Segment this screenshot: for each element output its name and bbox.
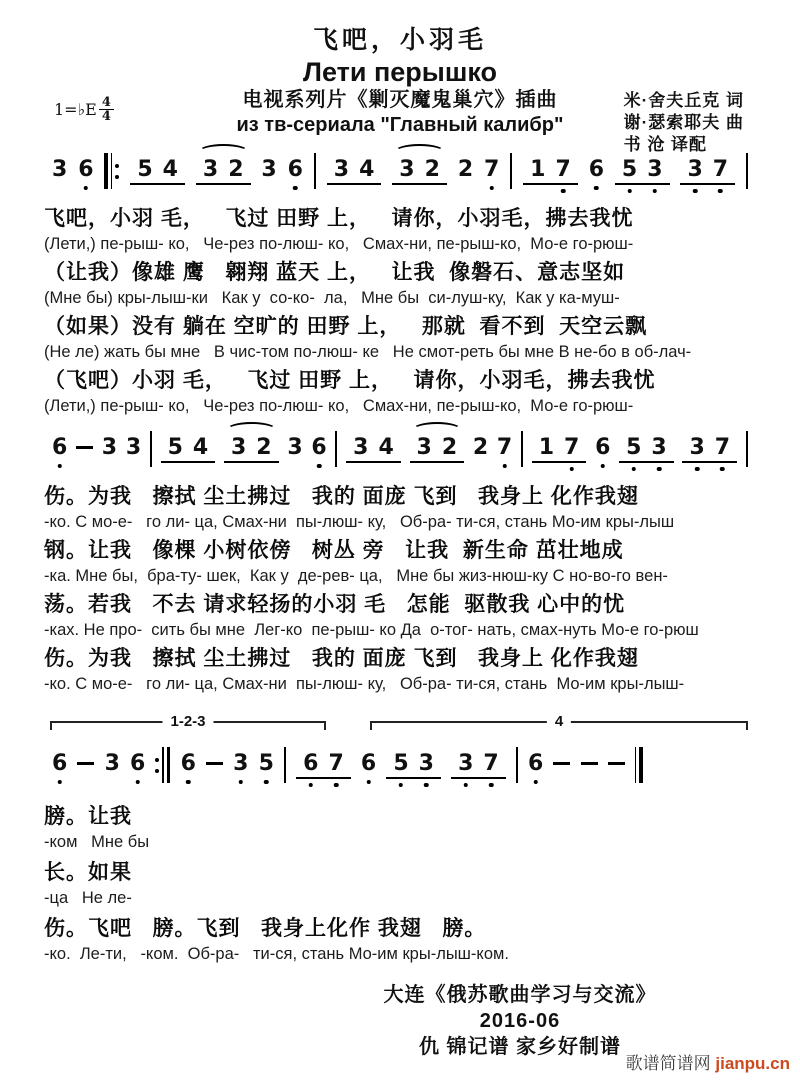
note-digit: 4 bbox=[192, 435, 209, 460]
repeat-dot bbox=[115, 164, 119, 168]
jianpu-note bbox=[287, 435, 302, 461]
lyric-row-cn: 膀。让我 bbox=[44, 805, 132, 828]
barline-thin bbox=[111, 153, 113, 189]
octave-dot bbox=[653, 189, 658, 194]
jianpu-note bbox=[393, 751, 408, 777]
watermark-site-url[interactable]: jianpu.cn bbox=[715, 1054, 790, 1073]
jianpu-note bbox=[497, 435, 512, 461]
note-digit: 3 bbox=[125, 435, 142, 460]
page-title: 飞吧，小羽毛 bbox=[312, 26, 487, 54]
octave-dot bbox=[317, 464, 322, 469]
note-digit: 5 bbox=[393, 751, 409, 776]
jianpu-note bbox=[589, 157, 604, 183]
repeat-start-barline bbox=[104, 153, 119, 189]
jianpu-note bbox=[261, 157, 276, 183]
note-digit: 3 bbox=[287, 435, 303, 460]
note-digit: 2 bbox=[256, 435, 272, 460]
jianpu-note bbox=[651, 435, 666, 461]
note-digit: 3 bbox=[689, 435, 705, 460]
footer-transcribers: 仇 锦记谱 家乡好制谱 bbox=[418, 1036, 622, 1058]
jianpu-note bbox=[52, 751, 67, 777]
jianpu-note bbox=[687, 157, 702, 183]
jianpu-note bbox=[484, 157, 499, 183]
time-signature-numerator: 4 bbox=[99, 96, 114, 110]
jianpu-note bbox=[425, 157, 440, 183]
repeat-dot bbox=[155, 758, 159, 762]
beam-group bbox=[161, 435, 216, 463]
jianpu-note bbox=[595, 435, 610, 461]
note-digit: 6 bbox=[287, 157, 303, 182]
lyric-row-cn: 长。如果 bbox=[44, 861, 132, 884]
dash-note bbox=[553, 762, 570, 765]
dash-note bbox=[77, 762, 94, 765]
time-signature bbox=[99, 96, 114, 123]
jianpu-note bbox=[458, 751, 473, 777]
lyric-row-cn: 钢。让我 像棵 小树依傍 树丛 旁 让我 新生命 茁壮地成 bbox=[44, 539, 624, 562]
beam-group bbox=[224, 435, 279, 463]
note-digit: 6 bbox=[527, 751, 544, 776]
octave-dot bbox=[600, 464, 605, 469]
jianpu-note bbox=[442, 435, 457, 461]
octave-dot bbox=[309, 783, 314, 788]
lyrics-block-1 bbox=[0, 203, 800, 419]
barline bbox=[746, 431, 748, 467]
jianpu-note bbox=[231, 435, 246, 461]
note-digit: 3 bbox=[418, 751, 434, 776]
music-line-2 bbox=[0, 421, 800, 481]
note-digit: 6 bbox=[360, 751, 377, 776]
jianpu-note bbox=[483, 751, 498, 777]
octave-dot bbox=[695, 467, 700, 472]
jianpu-note bbox=[163, 157, 178, 183]
volta-label: 1-2-3 bbox=[162, 713, 213, 730]
jianpu-note bbox=[130, 751, 145, 777]
volta-label: 4 bbox=[547, 713, 571, 730]
note-digit: 2 bbox=[472, 435, 489, 460]
note-digit: 7 bbox=[496, 435, 513, 460]
music-line-3-wrap bbox=[0, 713, 800, 797]
watermark-site-name: 歌谱简谱网 bbox=[625, 1054, 711, 1073]
octave-dot bbox=[135, 780, 140, 785]
note-digit: 6 bbox=[52, 435, 68, 460]
beam-group bbox=[682, 435, 737, 463]
octave-dot bbox=[57, 780, 62, 785]
octave-dot bbox=[502, 464, 507, 469]
note-digit: 3 bbox=[333, 157, 350, 182]
octave-dot bbox=[561, 189, 566, 194]
barline bbox=[284, 747, 286, 783]
octave-dot bbox=[693, 189, 698, 194]
jianpu-note bbox=[52, 157, 67, 183]
jianpu-note bbox=[259, 751, 274, 777]
note-digit: 3 bbox=[101, 435, 118, 460]
octave-dot bbox=[399, 783, 404, 788]
note-digit: 2 bbox=[424, 157, 440, 182]
lyricist-credit: 米·舍夫丘克 词 bbox=[623, 91, 744, 110]
note-digit: 6 bbox=[303, 751, 319, 776]
barline bbox=[746, 153, 748, 189]
note-digit: 4 bbox=[378, 435, 394, 460]
note-digit: 7 bbox=[328, 751, 344, 776]
lyric-row-cn: （如果）没有 躺在 空旷的 田野 上， 那就 看不到 天空云飘 bbox=[44, 315, 648, 338]
jianpu-note bbox=[168, 435, 183, 461]
jianpu-note bbox=[334, 157, 349, 183]
barline-thick bbox=[639, 747, 643, 783]
beam-group bbox=[386, 751, 441, 779]
lyrics-block-2 bbox=[0, 481, 800, 697]
repeat-end-barline bbox=[155, 747, 170, 783]
beam-group bbox=[196, 157, 251, 185]
octave-dot bbox=[57, 464, 62, 469]
barline bbox=[521, 431, 523, 467]
lyric-row-ru: (Лети,) пе-рыш- ко, Че-рез по-люш- ко, Смах-ни, пе-рыш-ко, Мо-е го-рюш- bbox=[44, 235, 634, 253]
beam-group bbox=[532, 435, 587, 463]
dash-note bbox=[608, 762, 625, 765]
note-digit: 1 bbox=[538, 435, 555, 460]
jianpu-note bbox=[473, 435, 488, 461]
note-digit: 4 bbox=[162, 157, 178, 182]
watermark bbox=[626, 1049, 790, 1074]
octave-dot bbox=[657, 467, 662, 472]
jianpu-note bbox=[137, 157, 152, 183]
note-digit: 3 bbox=[104, 751, 120, 776]
footer-date: 2016-06 bbox=[479, 1010, 561, 1032]
barline-thick bbox=[167, 747, 171, 783]
octave-dot bbox=[239, 780, 244, 785]
note-digit: 6 bbox=[180, 751, 196, 776]
note-digit: 6 bbox=[588, 157, 604, 182]
note-digit: 7 bbox=[714, 435, 731, 460]
note-digit: 2 bbox=[441, 435, 458, 460]
repeat-dots bbox=[155, 747, 159, 783]
repeat-dot bbox=[155, 769, 159, 773]
octave-dot bbox=[489, 783, 494, 788]
octave-dot bbox=[627, 189, 632, 194]
note-digit: 2 bbox=[228, 157, 244, 182]
repeat-dots bbox=[115, 153, 119, 189]
lyric-row-ru: -ком Мне бы bbox=[44, 833, 150, 851]
lyrics-block-3 bbox=[0, 797, 800, 966]
dash-note bbox=[581, 762, 598, 765]
beam-group bbox=[296, 751, 351, 779]
jianpu-note bbox=[689, 435, 704, 461]
lyric-row-ru: (Лети,) пе-рыш- ко, Че-рез по-люш- ко, Смах-ни, пе-рыш-ко, Мо-е го-рюш- bbox=[44, 397, 634, 415]
note-digit: 3 bbox=[458, 751, 474, 776]
lyric-row-cn: 飞吧，小羽 毛， 飞过 田野 上， 请你，小羽毛，拂去我忧 bbox=[44, 207, 634, 230]
note-digit: 7 bbox=[564, 435, 580, 460]
octave-dot bbox=[720, 467, 725, 472]
note-digit: 5 bbox=[258, 751, 274, 776]
octave-dot bbox=[293, 186, 298, 191]
note-digit: 3 bbox=[399, 157, 415, 182]
note-digit: 7 bbox=[483, 751, 499, 776]
jianpu-note bbox=[181, 751, 196, 777]
note-digit: 3 bbox=[52, 157, 68, 182]
barline-thin bbox=[635, 747, 637, 783]
translator-credit: 书 沧 译配 bbox=[623, 135, 708, 154]
time-signature-denominator: 4 bbox=[101, 109, 111, 124]
barline bbox=[335, 431, 337, 467]
lyric-row-ru: -ка. Мне бы, бра-ту- шек, Как у де-рев- ца, Мне бы жиз-нюш-ку С но-во-го вен- bbox=[44, 567, 668, 585]
octave-dot bbox=[489, 186, 494, 191]
beam-group bbox=[451, 751, 506, 779]
volta-bracket-123 bbox=[50, 713, 326, 732]
note-digit: 5 bbox=[137, 157, 153, 182]
composer-credit: 谢·瑟索耶夫 曲 bbox=[623, 113, 744, 132]
note-digit: 6 bbox=[595, 435, 611, 460]
note-digit: 4 bbox=[359, 157, 375, 182]
lyric-row-ru: -ко. С мо-е- го ли- ца, Смах-ни пы-люш- ку, Об-ра- ти-ся, стань Мо-им кры-лыш- bbox=[44, 675, 685, 693]
beam-group bbox=[619, 435, 674, 463]
jianpu-note bbox=[353, 435, 368, 461]
jianpu-note bbox=[715, 435, 730, 461]
octave-dot bbox=[533, 780, 538, 785]
octave-dot bbox=[463, 783, 468, 788]
note-digit: 3 bbox=[353, 435, 369, 460]
octave-dot bbox=[569, 467, 574, 472]
lyric-row-cn: 荡。若我 不去 请求轻扬的小羽 毛 怎能 驱散我 心中的忧 bbox=[44, 593, 626, 616]
octave-dot bbox=[424, 783, 429, 788]
note-digit: 3 bbox=[647, 157, 663, 182]
key-signature-text: 1=♭E bbox=[54, 100, 97, 119]
jianpu-note bbox=[458, 157, 473, 183]
lyric-row-ru: -ко. С мо-е- го ли- ца, Смах-ни пы-люш- ку, Об-ра- ти-ся, стань Мо-им кры-лыш bbox=[44, 513, 675, 531]
lyric-row-ru: (Мне бы) кры-лыш-ки Как у со-ко- ла, Мне бы си-луш-ку, Как у ка-муш- bbox=[44, 289, 620, 307]
dash-note bbox=[206, 762, 223, 765]
beam-group bbox=[392, 157, 447, 185]
jianpu-note bbox=[361, 751, 376, 777]
note-digit: 6 bbox=[78, 157, 94, 182]
jianpu-note bbox=[647, 157, 662, 183]
barline bbox=[314, 153, 316, 189]
final-barline bbox=[635, 747, 643, 783]
note-digit: 6 bbox=[52, 751, 68, 776]
note-digit: 5 bbox=[626, 435, 642, 460]
beam-group bbox=[130, 157, 185, 185]
note-digit: 7 bbox=[484, 157, 500, 182]
note-digit: 2 bbox=[457, 157, 474, 182]
jianpu-note bbox=[528, 751, 543, 777]
lyric-row-cn: 伤。为我 擦拭 尘土拂过 我的 面庞 飞到 我身上 化作我翅 bbox=[44, 647, 639, 670]
jianpu-note bbox=[419, 751, 434, 777]
note-digit: 3 bbox=[261, 157, 277, 182]
jianpu-note bbox=[713, 157, 728, 183]
jianpu-note bbox=[626, 435, 641, 461]
note-digit: 7 bbox=[555, 157, 571, 182]
jianpu-note bbox=[555, 157, 570, 183]
subtitle-russian: из тв-сериала "Главный калибр" bbox=[236, 114, 564, 136]
spacer bbox=[653, 751, 748, 752]
music-line-3 bbox=[0, 737, 800, 797]
footer-source: 大连《俄苏歌曲学习与交流》 bbox=[383, 984, 657, 1006]
note-digit: 6 bbox=[311, 435, 327, 460]
lyric-row-ru: -ках. Не про- сить бы мне Лег-ко пе-рыш- ко Да о-тог- нать, смах-нуть Мо-е го-рюш bbox=[44, 621, 699, 639]
jianpu-note bbox=[311, 435, 326, 461]
octave-dot bbox=[594, 186, 599, 191]
note-digit: 3 bbox=[687, 157, 703, 182]
lyric-row-ru: (Не ле) жать бы мне В чис-том по-люш- ке Не смот-реть бы мне В не-бо в об-лач- bbox=[44, 343, 692, 361]
octave-dot bbox=[186, 780, 191, 785]
page-title-russian: Лети перышко bbox=[303, 57, 497, 87]
note-digit: 3 bbox=[233, 751, 249, 776]
beam-group bbox=[410, 435, 465, 463]
jianpu-note bbox=[233, 751, 248, 777]
lyric-row-cn: （飞吧）小羽 毛， 飞过 田野 上， 请你，小羽毛，拂去我忧 bbox=[44, 369, 656, 392]
barline-thick bbox=[104, 153, 108, 189]
key-signature bbox=[54, 96, 114, 123]
credits bbox=[624, 90, 744, 156]
subtitle-chinese: 电视系列片《剿灭魔鬼巢穴》插曲 bbox=[242, 89, 558, 111]
jianpu-note bbox=[399, 157, 414, 183]
note-digit: 3 bbox=[230, 435, 247, 460]
note-digit: 5 bbox=[167, 435, 183, 460]
note-digit: 3 bbox=[651, 435, 667, 460]
jianpu-note bbox=[359, 157, 374, 183]
beam-group bbox=[346, 435, 401, 463]
octave-dot bbox=[632, 467, 637, 472]
jianpu-note bbox=[288, 157, 303, 183]
jianpu-note bbox=[417, 435, 432, 461]
barline bbox=[516, 747, 518, 783]
volta-bracket-4 bbox=[370, 713, 748, 732]
beam-group bbox=[327, 157, 382, 185]
jianpu-note bbox=[622, 157, 637, 183]
dash-note bbox=[76, 446, 93, 449]
jianpu-note bbox=[530, 157, 545, 183]
barline bbox=[510, 153, 512, 189]
octave-dot bbox=[334, 783, 339, 788]
beam-group bbox=[615, 157, 670, 185]
lyric-row-cn: （让我）像雄 鹰 翱翔 蓝天 上， 让我 像磐石、意志坚如 bbox=[44, 261, 626, 284]
note-digit: 7 bbox=[712, 157, 729, 182]
jianpu-note bbox=[303, 751, 318, 777]
lyric-row-cn: 伤。飞吧 膀。飞到 我身上化作 我翅 膀。 bbox=[44, 917, 487, 940]
note-digit: 1 bbox=[530, 157, 546, 182]
barline bbox=[150, 431, 152, 467]
octave-dot bbox=[366, 780, 371, 785]
jianpu-note bbox=[328, 751, 343, 777]
jianpu-note bbox=[105, 751, 120, 777]
jianpu-note bbox=[193, 435, 208, 461]
note-digit: 5 bbox=[621, 157, 638, 182]
jianpu-note bbox=[52, 435, 67, 461]
jianpu-note bbox=[564, 435, 579, 461]
lyric-row-ru: -ца Не ле- bbox=[44, 889, 132, 907]
beam-group bbox=[680, 157, 735, 185]
note-digit: 6 bbox=[130, 751, 146, 776]
jianpu-note bbox=[203, 157, 218, 183]
repeat-dot bbox=[115, 175, 119, 179]
jianpu-note bbox=[78, 157, 93, 183]
octave-dot bbox=[84, 186, 89, 191]
lyric-row-cn: 伤。为我 擦拭 尘土拂过 我的 面庞 飞到 我身上 化作我翅 bbox=[44, 485, 639, 508]
lyric-row-ru: -ко. Ле-ти, -ком. Об-ра- ти-ся, стань Мо-им кры-лыш-ком. bbox=[44, 945, 509, 963]
octave-dot bbox=[264, 780, 269, 785]
note-digit: 3 bbox=[416, 435, 432, 460]
beam-group bbox=[523, 157, 578, 185]
barline-thin bbox=[162, 747, 164, 783]
jianpu-note bbox=[102, 435, 117, 461]
jianpu-note bbox=[228, 157, 243, 183]
jianpu-note bbox=[378, 435, 393, 461]
note-digit: 3 bbox=[202, 157, 219, 182]
octave-dot bbox=[718, 189, 723, 194]
jianpu-note bbox=[539, 435, 554, 461]
jianpu-note bbox=[256, 435, 271, 461]
jianpu-note bbox=[126, 435, 141, 461]
